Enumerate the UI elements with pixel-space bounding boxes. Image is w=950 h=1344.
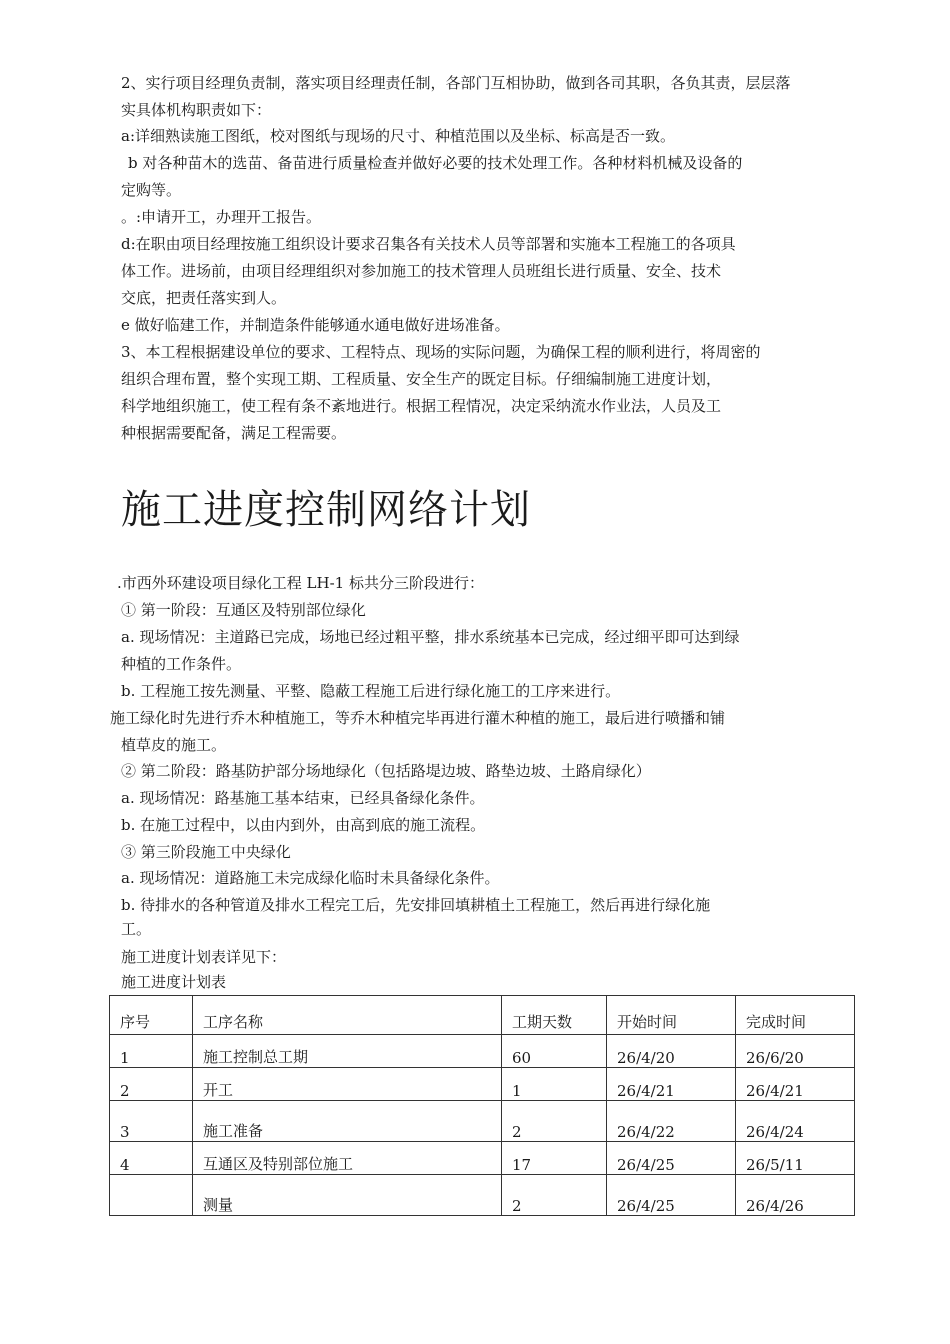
table-cell: 26/4/22 <box>607 1101 736 1142</box>
table-cell: 26/4/20 <box>607 1035 736 1068</box>
plan-line: 施工进度计划表详见下： <box>121 948 287 966</box>
plan-line: a. 现场情况：主道路已完成，场地已经过粗平整，排水系统基本已完成，经过细平即可达到绿 <box>121 628 740 646</box>
table-cell: 互通区及特别部位施工 <box>193 1142 502 1175</box>
schedule-table <box>109 995 855 1216</box>
paragraph-line: a:详细熟读施工图纸，校对图纸与现场的尺寸、种植范围以及坐标、标高是否一致。 <box>121 127 676 145</box>
table-row <box>110 1101 855 1142</box>
table-cell: 施工准备 <box>193 1101 502 1142</box>
paragraph-line: 组织合理布置，整个实现工期、工程质量、安全生产的既定目标。仔细编制施工进度计划， <box>121 370 722 388</box>
paragraph-line: 交底，把责任落实到人。 <box>121 289 287 307</box>
paragraph-line: 体工作。进场前，由项目经理组织对参加施工的技术管理人员班组长进行质量、安全、技术 <box>121 262 722 280</box>
table-cell: 开工 <box>193 1068 502 1101</box>
table-row <box>110 1175 855 1216</box>
paragraph-line: 2、实行项目经理负责制，落实项目经理责任制，各部门互相协助，做到各司其职，各负其责，层层落 <box>121 74 791 92</box>
plan-line: a. 现场情况：路基施工基本结束，已经具备绿化条件。 <box>121 789 485 807</box>
header-cell: 开始时间 <box>607 996 736 1035</box>
table-cell: 1 <box>502 1068 607 1101</box>
paragraph-line: 种根据需要配备，满足工程需要。 <box>121 424 347 442</box>
paragraph-line: e 做好临建工作，并制造条件能够通水通电做好进场准备。 <box>121 316 510 334</box>
table-cell: 26/6/20 <box>736 1035 855 1068</box>
table-cell: 测量 <box>193 1175 502 1216</box>
paragraph-line: 科学地组织施工，使工程有条不紊地进行。根据工程情况，决定采纳流水作业法，人员及工 <box>121 397 722 415</box>
table-cell: 2 <box>502 1101 607 1142</box>
plan-line: ② 第二阶段：路基防护部分场地绿化（包括路堤边坡、路垫边坡、土路肩绿化） <box>121 762 651 780</box>
header-cell: 完成时间 <box>736 996 855 1035</box>
paragraph-line: 实具体机构职责如下： <box>121 101 272 119</box>
table-cell: 26/4/24 <box>736 1101 855 1142</box>
table-cell: 4 <box>110 1142 193 1175</box>
plan-line: 种植的工作条件。 <box>121 655 242 673</box>
paragraph-line: 定购等。 <box>121 181 182 199</box>
header-cell: 工期天数 <box>502 996 607 1035</box>
table-caption: 施工进度计划表 <box>121 973 227 991</box>
table-cell: 26/5/11 <box>736 1142 855 1175</box>
table-header-row <box>110 996 855 1035</box>
table-cell: 3 <box>110 1101 193 1142</box>
paragraph-line: b 对各种苗木的选苗、备苗进行质量检查并做好必要的技术处理工作。各种材料机械及设备的 <box>128 154 743 172</box>
plan-line: b. 工程施工按先测量、平整、隐蔽工程施工后进行绿化施工的工序来进行。 <box>121 682 621 700</box>
table-cell: 60 <box>502 1035 607 1068</box>
plan-line: ① 第一阶段：互通区及特别部位绿化 <box>121 601 366 619</box>
table-cell: 26/4/25 <box>607 1142 736 1175</box>
table-cell: 17 <box>502 1142 607 1175</box>
table-cell: 26/4/21 <box>607 1068 736 1101</box>
plan-line: .市西外环建设项目绿化工程 LH-1 标共分三阶段进行： <box>117 574 484 592</box>
table-cell: 施工控制总工期 <box>193 1035 502 1068</box>
table-cell: 26/4/25 <box>607 1175 736 1216</box>
section-title: 施工进度控制网络计划 <box>121 487 531 533</box>
header-cell: 工序名称 <box>193 996 502 1035</box>
paragraph-line: 3、本工程根据建设单位的要求、工程特点、现场的实际问题，为确保工程的顺利进行，将周密的 <box>121 343 761 361</box>
table-cell: 1 <box>110 1035 193 1068</box>
header-cell: 序号 <box>110 996 193 1035</box>
paragraph-line: 。:申请开工，办理开工报告。 <box>121 208 322 226</box>
plan-line: 植草皮的施工。 <box>121 736 227 754</box>
plan-line: ③ 第三阶段施工中央绿化 <box>121 843 291 861</box>
table-row <box>110 1068 855 1101</box>
table-cell: 2 <box>110 1068 193 1101</box>
plan-line: b. 在施工过程中，以由内到外，由高到底的施工流程。 <box>121 816 486 834</box>
table-cell: 26/4/21 <box>736 1068 855 1101</box>
table-row <box>110 1142 855 1175</box>
plan-line: 施工绿化时先进行乔木种植施工，等乔木种植完毕再进行灌木种植的施工，最后进行喷播和铺 <box>110 709 726 727</box>
table-cell: 26/4/26 <box>736 1175 855 1216</box>
table-row <box>110 1035 855 1068</box>
table-cell: 2 <box>502 1175 607 1216</box>
plan-line: 工。 <box>121 920 152 938</box>
paragraph-line: d:在职由项目经理按施工组织设计要求召集各有关技术人员等部署和实施本工程施工的各项具 <box>121 235 736 253</box>
table-cell <box>110 1175 193 1216</box>
plan-line: b. 待排水的各种管道及排水工程完工后，先安排回填耕植土工程施工，然后再进行绿化施 <box>121 896 711 914</box>
plan-line: a. 现场情况：道路施工未完成绿化临时未具备绿化条件。 <box>121 869 500 887</box>
